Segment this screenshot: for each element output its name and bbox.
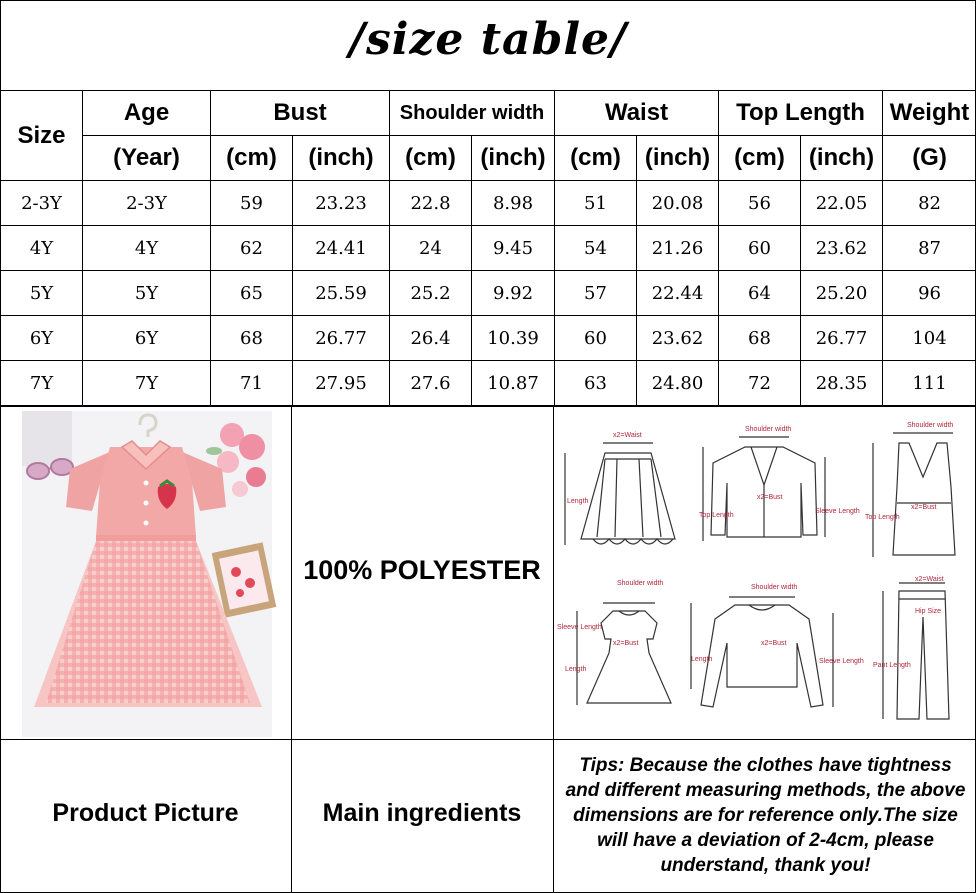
cell-size: 4Y — [1, 226, 83, 271]
label-bust-top: x2=Bust — [761, 640, 787, 647]
long-sleeve-top-diagram-icon — [691, 597, 833, 707]
cell-shoulder-cm: 22.8 — [390, 181, 472, 226]
cell-bust-cm: 65 — [211, 271, 293, 316]
cell-age: 6Y — [83, 316, 211, 361]
label-length-skirt: Length — [567, 498, 589, 505]
label-sleeve-top: Sleeve Length — [819, 658, 864, 665]
tips-cell — [553, 739, 976, 893]
cell-top-length-inch: 22.05 — [801, 181, 883, 226]
cell-bust-inch: 25.59 — [293, 271, 390, 316]
label-shoulder-jacket: Shoulder width — [745, 426, 792, 433]
cell-weight: 111 — [883, 361, 976, 406]
page-title: /size table/ — [348, 14, 628, 65]
cell-shoulder-inch: 10.39 — [472, 316, 555, 361]
cell-bust-inch: 24.41 — [293, 226, 390, 271]
label-top-length-tank: Top Length — [865, 514, 900, 521]
cell-size: 2-3Y — [1, 181, 83, 226]
cell-bust-inch: 27.95 — [293, 361, 390, 406]
product-photo — [0, 407, 290, 739]
table-row — [1, 226, 976, 271]
measurement-diagram-cell — [553, 407, 976, 739]
cell-age: 5Y — [83, 271, 211, 316]
cell-bust-inch: 26.77 — [293, 316, 390, 361]
footer-row — [0, 739, 976, 893]
header-unit-cm: (cm) — [719, 136, 801, 181]
header-age-unit: (Year) — [83, 136, 211, 181]
cell-waist-inch: 21.26 — [637, 226, 719, 271]
material-text: 100% POLYESTER — [303, 555, 541, 585]
skirt-diagram-icon — [565, 443, 675, 545]
label-sleeve-dress: Sleeve Length — [557, 624, 602, 631]
cell-shoulder-inch: 8.98 — [472, 181, 555, 226]
measurement-diagram — [553, 407, 976, 739]
header-unit-inch: (inch) — [801, 136, 883, 181]
label-bust-dress: x2=Bust — [613, 640, 639, 647]
cell-age: 7Y — [83, 361, 211, 406]
cell-bust-cm: 71 — [211, 361, 293, 406]
cell-top-length-inch: 23.62 — [801, 226, 883, 271]
header-unit-cm: (cm) — [211, 136, 293, 181]
label-length-top: Length — [691, 656, 713, 663]
cell-top-length-cm: 56 — [719, 181, 801, 226]
cell-waist-cm: 63 — [555, 361, 637, 406]
cell-shoulder-inch: 10.87 — [472, 361, 555, 406]
label-sleeve-jacket: Sleeve Length — [815, 508, 860, 515]
product-picture-cell — [0, 407, 292, 739]
label-shoulder-tank: Shoulder width — [907, 422, 954, 429]
header-waist: Waist — [555, 91, 719, 136]
tips-text: Tips: Because the clothes have tightness and different measuring methods, the above dimensions are for reference only.The size will have a deviation of 2-4cm, please understand, thank you! — [565, 755, 966, 876]
cell-weight: 104 — [883, 316, 976, 361]
product-picture-label-cell — [0, 739, 292, 893]
header-row-1 — [1, 91, 976, 136]
child-dress-diagram-icon — [577, 603, 671, 705]
cell-waist-inch: 22.44 — [637, 271, 719, 316]
header-age: Age — [83, 91, 211, 136]
cell-top-length-cm: 60 — [719, 226, 801, 271]
header-shoulder-width: Shoulder width — [390, 91, 555, 136]
cell-shoulder-inch: 9.92 — [472, 271, 555, 316]
cell-shoulder-cm: 27.6 — [390, 361, 472, 406]
header-unit-inch: (inch) — [637, 136, 719, 181]
header-unit-inch: (inch) — [472, 136, 555, 181]
label-waist-skirt: x2=Waist — [613, 432, 642, 439]
cell-top-length-inch: 25.20 — [801, 271, 883, 316]
cell-waist-cm: 60 — [555, 316, 637, 361]
cell-top-length-inch: 26.77 — [801, 316, 883, 361]
label-pant-length: Pant Length — [873, 662, 911, 669]
pants-diagram-icon — [883, 583, 949, 719]
table-row — [1, 316, 976, 361]
title-row — [0, 0, 976, 91]
cell-size: 7Y — [1, 361, 83, 406]
cell-waist-inch: 24.80 — [637, 361, 719, 406]
header-row-2 — [1, 136, 976, 181]
size-table — [0, 90, 976, 406]
cell-shoulder-inch: 9.45 — [472, 226, 555, 271]
table-row — [1, 181, 976, 226]
header-top-length: Top Length — [719, 91, 883, 136]
label-top-length-jacket: Top Length — [699, 512, 734, 519]
cell-waist-inch: 23.62 — [637, 316, 719, 361]
cell-top-length-cm: 64 — [719, 271, 801, 316]
table-row — [1, 361, 976, 406]
cell-bust-inch: 23.23 — [293, 181, 390, 226]
cell-bust-cm: 59 — [211, 181, 293, 226]
tank-top-diagram-icon — [873, 433, 955, 557]
header-unit-cm: (cm) — [555, 136, 637, 181]
header-bust: Bust — [211, 91, 390, 136]
header-weight: Weight — [883, 91, 976, 136]
header-unit-cm: (cm) — [390, 136, 472, 181]
media-row — [0, 406, 976, 740]
label-waist-pants: x2=Waist — [915, 576, 944, 583]
label-hip-pants: Hip Size — [915, 608, 942, 615]
cell-weight: 96 — [883, 271, 976, 316]
table-row — [1, 271, 976, 316]
main-ingredients-label-cell — [291, 739, 554, 893]
main-ingredients-label: Main ingredients — [322, 799, 522, 827]
label-length-dress: Length — [565, 666, 587, 673]
cell-shoulder-cm: 26.4 — [390, 316, 472, 361]
label-bust-jacket: x2=Bust — [757, 494, 783, 501]
label-shoulder-top: Shoulder width — [751, 584, 798, 591]
cell-bust-cm: 62 — [211, 226, 293, 271]
cell-top-length-inch: 28.35 — [801, 361, 883, 406]
cell-age: 2-3Y — [83, 181, 211, 226]
material-cell — [291, 407, 554, 739]
header-weight-unit: (G) — [883, 136, 976, 181]
cell-waist-inch: 20.08 — [637, 181, 719, 226]
cell-age: 4Y — [83, 226, 211, 271]
product-picture-label: Product Picture — [52, 799, 239, 827]
header-size: Size — [1, 91, 83, 181]
cell-size: 5Y — [1, 271, 83, 316]
cell-shoulder-cm: 24 — [390, 226, 472, 271]
jacket-diagram-icon — [703, 437, 825, 541]
cell-waist-cm: 54 — [555, 226, 637, 271]
label-bust-tank: x2=Bust — [911, 504, 937, 511]
cell-top-length-cm: 72 — [719, 361, 801, 406]
cell-top-length-cm: 68 — [719, 316, 801, 361]
label-shoulder-dress: Shoulder width — [617, 580, 664, 587]
cell-waist-cm: 51 — [555, 181, 637, 226]
cell-weight: 87 — [883, 226, 976, 271]
cell-weight: 82 — [883, 181, 976, 226]
cell-size: 6Y — [1, 316, 83, 361]
cell-waist-cm: 57 — [555, 271, 637, 316]
cell-shoulder-cm: 25.2 — [390, 271, 472, 316]
cell-bust-cm: 68 — [211, 316, 293, 361]
header-unit-inch: (inch) — [293, 136, 390, 181]
